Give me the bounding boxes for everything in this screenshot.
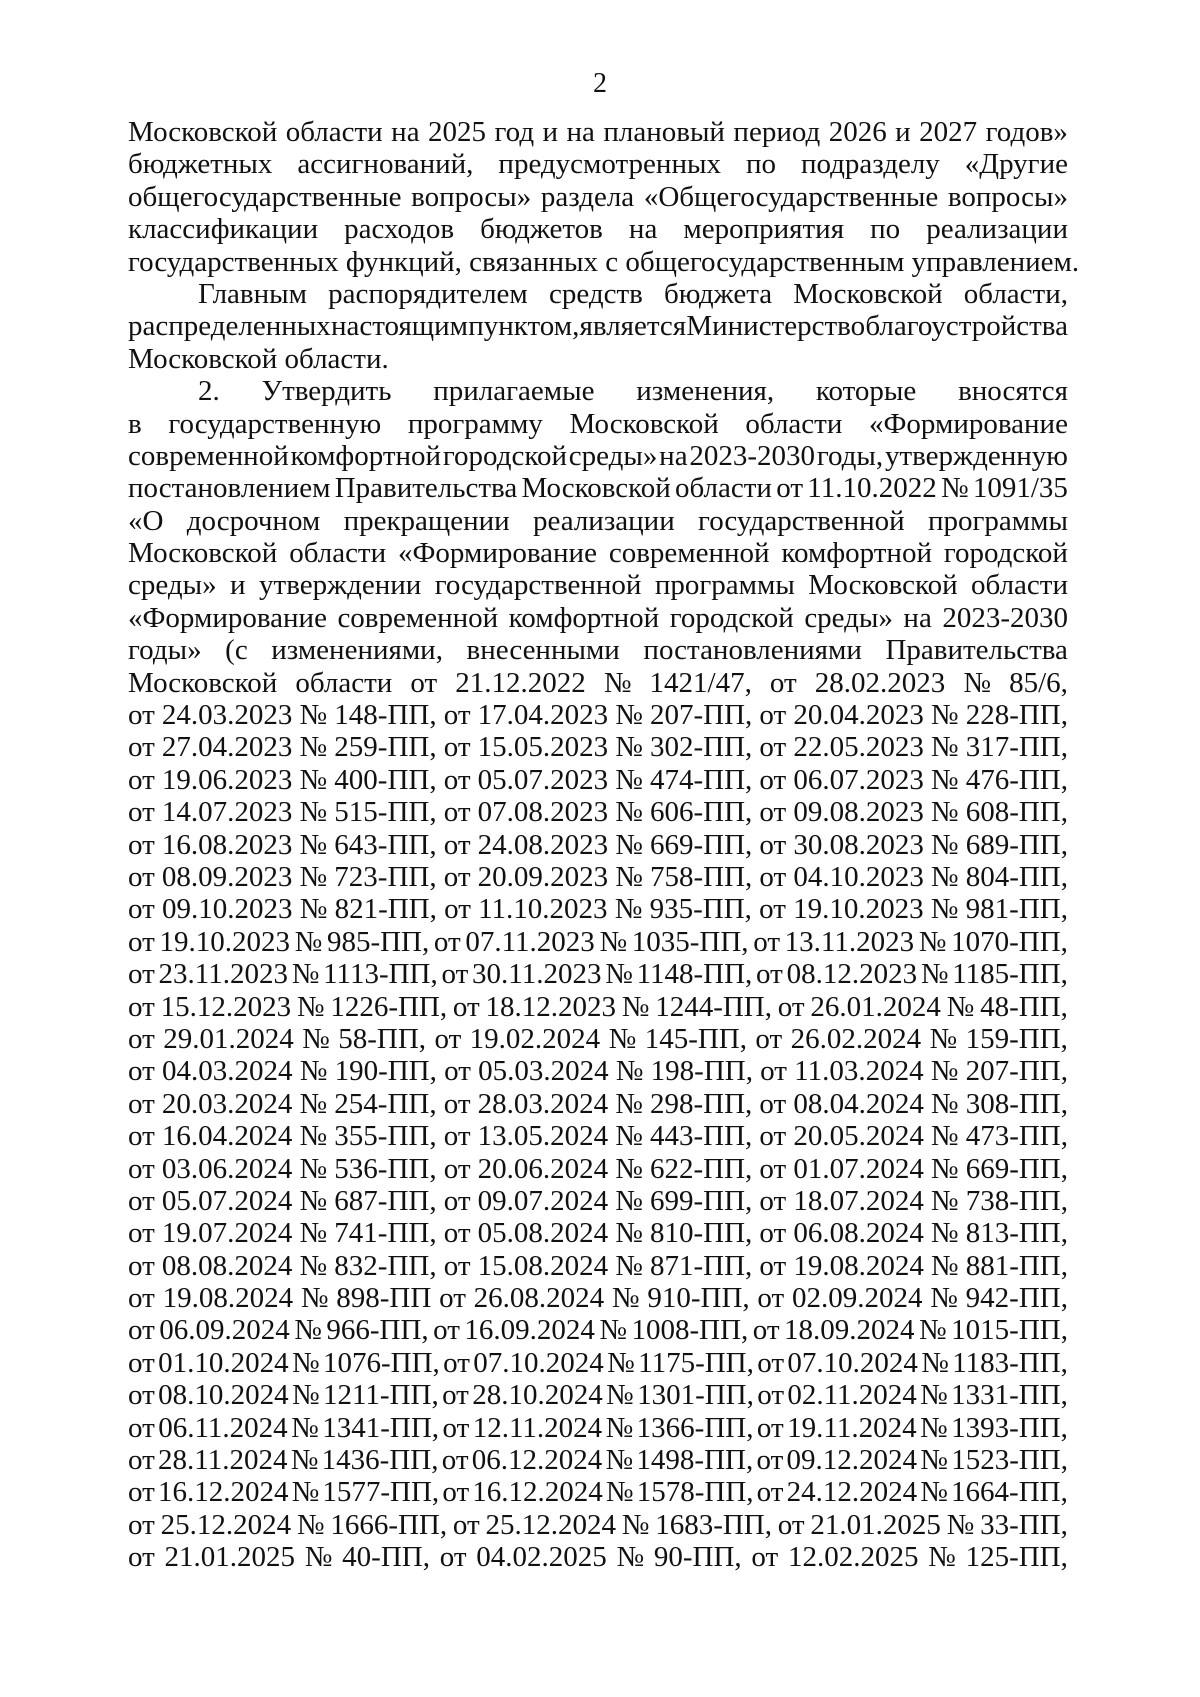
text-line: от 19.10.2023 № 985-ПП, от 07.11.2023 № 1035-ПП, от 13.11.2023 № 1070-ПП, [128, 925, 1068, 958]
text-line: «Формирование современной комфортной городской среды» на 2023-2030 [128, 601, 1068, 634]
text-line: Московской области. [128, 342, 389, 375]
text-line: бюджетных ассигнований, предусмотренных по подразделу «Другие [128, 148, 1068, 181]
text-line: от 16.08.2023 № 643-ПП, от 24.08.2023 № 669-ПП, от 30.08.2023 № 689-ПП, [128, 828, 1068, 861]
text-line: от 04.03.2024 № 190-ПП, от 05.03.2024 № 198-ПП, от 11.03.2024 № 207-ПП, [128, 1055, 1068, 1088]
text-line: от 28.11.2024 № 1436-ПП, от 06.12.2024 № 1498-ПП, от 09.12.2024 № 1523-ПП, [128, 1444, 1068, 1477]
text-line: годы» (с изменениями, внесенными постановлениями Правительства [128, 634, 1068, 667]
text-line: «О досрочном прекращении реализации государственной программы [128, 504, 1068, 537]
text-line: от 19.08.2024 № 898-ПП от 26.08.2024 № 910-ПП, от 02.09.2024 № 942-ПП, [128, 1282, 1068, 1315]
text-line: от 23.11.2023 № 1113-ПП, от 30.11.2023 № 1148-ПП, от 08.12.2023 № 1185-ПП, [128, 958, 1068, 991]
text-line: Главным распорядителем средств бюджета Московской области, [198, 277, 1068, 310]
text-line: от 06.11.2024 № 1341-ПП, от 12.11.2024 № 1366-ПП, от 19.11.2024 № 1393-ПП, [128, 1411, 1068, 1444]
page-number: 2 [593, 68, 607, 99]
text-line: среды» и утверждении государственной программы Московской области [128, 569, 1068, 602]
text-line: от 29.01.2024 № 58-ПП, от 19.02.2024 № 145-ПП, от 26.02.2024 № 159-ПП, [128, 1022, 1068, 1055]
text-line: от 09.10.2023 № 821-ПП, от 11.10.2023 № 935-ПП, от 19.10.2023 № 981-ПП, [128, 893, 1068, 926]
text-line: общегосударственные вопросы» раздела «Общегосударственные вопросы» [128, 180, 1068, 213]
document-body [128, 116, 1080, 1574]
text-line: от 08.09.2023 № 723-ПП, от 20.09.2023 № 758-ПП, от 04.10.2023 № 804-ПП, [128, 860, 1068, 893]
text-line: от 25.12.2024 № 1666-ПП, от 25.12.2024 № 1683-ПП, от 21.01.2025 № 33-ПП, [128, 1508, 1068, 1541]
text-line: распределенных настоящим пунктом, является Министерство благоустройства [128, 310, 1068, 343]
text-line: от 01.10.2024 № 1076-ПП, от 07.10.2024 № 1175-ПП, от 07.10.2024 № 1183-ПП, [128, 1346, 1068, 1379]
text-line: от 19.07.2024 № 741-ПП, от 05.08.2024 № 810-ПП, от 06.08.2024 № 813-ПП, [128, 1217, 1068, 1250]
text-line: от 27.04.2023 № 259-ПП, от 15.05.2023 № 302-ПП, от 22.05.2023 № 317-ПП, [128, 731, 1068, 764]
text-line: 2. Утвердить прилагаемые изменения, которые вносятся [198, 375, 1068, 408]
text-line: классификации расходов бюджетов на мероприятия по реализации [128, 213, 1068, 246]
text-line: от 19.06.2023 № 400-ПП, от 05.07.2023 № 474-ПП, от 06.07.2023 № 476-ПП, [128, 763, 1068, 796]
text-line: от 14.07.2023 № 515-ПП, от 07.08.2023 № 606-ПП, от 09.08.2023 № 608-ПП, [128, 796, 1068, 829]
text-line: от 15.12.2023 № 1226-ПП, от 18.12.2023 № 1244-ПП, от 26.01.2024 № 48-ПП, [128, 990, 1068, 1023]
text-line: от 16.12.2024 № 1577-ПП, от 16.12.2024 № 1578-ПП, от 24.12.2024 № 1664-ПП, [128, 1476, 1068, 1509]
text-line: современной комфортной городской среды» на 2023-2030 годы, утвержденную [128, 439, 1068, 472]
text-line: постановлением Правительства Московской области от 11.10.2022 № 1091/35 [128, 472, 1068, 505]
text-line: от 06.09.2024 № 966-ПП, от 16.09.2024 № 1008-ПП, от 18.09.2024 № 1015-ПП, [128, 1314, 1068, 1347]
text-line: Московской области на 2025 год и на плановый период 2026 и 2027 годов» [128, 116, 1068, 148]
text-line: Московской области от 21.12.2022 № 1421/47, от 28.02.2023 № 85/6, [128, 666, 1068, 699]
text-line: от 21.01.2025 № 40-ПП, от 04.02.2025 № 90-ПП, от 12.02.2025 № 125-ПП, [128, 1541, 1068, 1574]
text-line: от 03.06.2024 № 536-ПП, от 20.06.2024 № 622-ПП, от 01.07.2024 № 669-ПП, [128, 1152, 1068, 1185]
text-line: в государственную программу Московской области «Формирование [128, 407, 1068, 440]
text-line: от 24.03.2023 № 148-ПП, от 17.04.2023 № 207-ПП, от 20.04.2023 № 228-ПП, [128, 699, 1068, 732]
text-line: от 08.08.2024 № 832-ПП, от 15.08.2024 № 871-ПП, от 19.08.2024 № 881-ПП, [128, 1249, 1068, 1282]
text-line: от 20.03.2024 № 254-ПП, от 28.03.2024 № 298-ПП, от 08.04.2024 № 308-ПП, [128, 1087, 1068, 1120]
text-line: от 05.07.2024 № 687-ПП, от 09.07.2024 № 699-ПП, от 18.07.2024 № 738-ПП, [128, 1184, 1068, 1217]
text-line: от 08.10.2024 № 1211-ПП, от 28.10.2024 № 1301-ПП, от 02.11.2024 № 1331-ПП, [128, 1379, 1068, 1412]
text-line: от 16.04.2024 № 355-ПП, от 13.05.2024 № 443-ПП, от 20.05.2024 № 473-ПП, [128, 1120, 1068, 1153]
text-line: Московской области «Формирование современной комфортной городской [128, 537, 1068, 570]
text-line: государственных функций, связанных с общегосударственным управлением. [128, 245, 1080, 278]
